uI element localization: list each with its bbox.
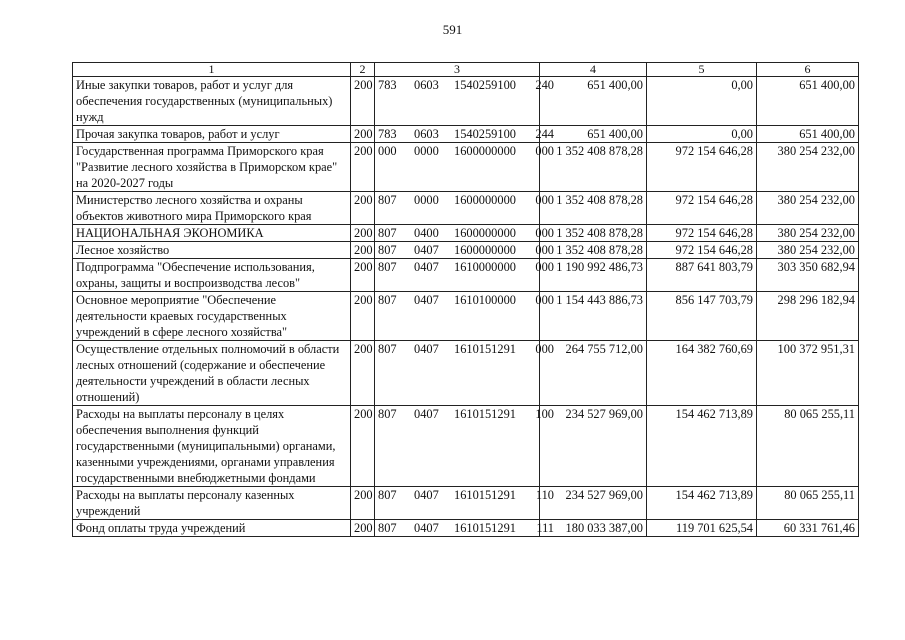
- row-code: [375, 143, 554, 192]
- row-name: НАЦИОНАЛЬНАЯ ЭКОНОМИКА: [73, 225, 351, 242]
- header-cell: 2: [351, 63, 375, 77]
- code-sub: 0407: [414, 342, 439, 356]
- row-name: Расходы на выплаты персоналу казенных учреждений: [73, 487, 351, 520]
- code-vr: 000: [535, 193, 554, 207]
- row-value-4: 651 400,00: [540, 77, 647, 126]
- code-csr: 1610100000: [454, 293, 516, 307]
- row-value-6: 651 400,00: [757, 77, 859, 126]
- header-cell: 3: [375, 63, 540, 77]
- row-value-6: 651 400,00: [757, 126, 859, 143]
- row-code: [375, 406, 554, 487]
- row-code: [375, 225, 554, 242]
- header-cell: 4: [540, 63, 647, 77]
- code-vr: 000: [535, 293, 554, 307]
- code-csr: 1600000000: [454, 144, 516, 158]
- row-name: Лесное хозяйство: [73, 242, 351, 259]
- code-csr: 1540259100: [454, 127, 516, 141]
- code-sub: 0400: [414, 226, 439, 240]
- row-value-4: 1 352 408 878,28: [540, 192, 647, 225]
- code-rec: 000: [378, 144, 397, 158]
- row-col2: 200: [351, 77, 375, 126]
- row-col2: 200: [351, 143, 375, 192]
- code-rec: 807: [378, 293, 397, 307]
- row-value-6: 303 350 682,94: [757, 259, 859, 292]
- header-row: [73, 63, 859, 77]
- row-col2: 200: [351, 520, 375, 537]
- row-value-5: 154 462 713,89: [647, 406, 757, 487]
- code-csr: 1610151291: [454, 488, 516, 502]
- row-value-4: 1 352 408 878,28: [540, 143, 647, 192]
- code-csr: 1610000000: [454, 260, 516, 274]
- code-rec: 807: [378, 407, 397, 421]
- row-value-6: 380 254 232,00: [757, 242, 859, 259]
- code-vr: 100: [535, 407, 554, 421]
- row-code: [375, 487, 554, 520]
- table-row: [73, 406, 859, 487]
- row-col2: 200: [351, 192, 375, 225]
- code-sub: 0407: [414, 293, 439, 307]
- code-rec: 783: [378, 78, 397, 92]
- row-value-6: 80 065 255,11: [757, 487, 859, 520]
- row-value-6: 100 372 951,31: [757, 341, 859, 406]
- code-rec: 807: [378, 243, 397, 257]
- code-rec: 807: [378, 193, 397, 207]
- row-code: [375, 77, 554, 126]
- table-row: [73, 520, 859, 537]
- code-csr: 1600000000: [454, 243, 516, 257]
- page-number: 591: [442, 22, 463, 37]
- header-cell: 1: [73, 63, 351, 77]
- code-sub: 0407: [414, 521, 439, 535]
- code-csr: 1610151291: [454, 342, 516, 356]
- row-col2: 200: [351, 242, 375, 259]
- row-value-6: 380 254 232,00: [757, 192, 859, 225]
- header-cell: 5: [647, 63, 757, 77]
- row-col2: 200: [351, 292, 375, 341]
- code-csr: 1600000000: [454, 226, 516, 240]
- row-name: Иные закупки товаров, работ и услуг для обеспечения государственных (муниципальных) нужд: [73, 77, 351, 126]
- code-vr: 240: [535, 78, 554, 92]
- row-value-4: 1 352 408 878,28: [540, 225, 647, 242]
- code-rec: 807: [378, 226, 397, 240]
- table-row: [73, 77, 859, 126]
- row-name: Основное мероприятие "Обеспечение деятельности краевых государственных учреждений в сфере лесного хозяйства": [73, 292, 351, 341]
- row-code: [375, 242, 554, 259]
- row-value-6: 60 331 761,46: [757, 520, 859, 537]
- row-value-6: 380 254 232,00: [757, 143, 859, 192]
- row-col2: 200: [351, 487, 375, 520]
- code-sub: 0407: [414, 488, 439, 502]
- row-col2: 200: [351, 259, 375, 292]
- code-csr: 1600000000: [454, 193, 516, 207]
- code-rec: 807: [378, 342, 397, 356]
- code-vr: 110: [535, 488, 554, 502]
- row-value-4: 264 755 712,00: [540, 341, 647, 406]
- row-col2: 200: [351, 341, 375, 406]
- row-code: [375, 292, 554, 341]
- row-value-5: 887 641 803,79: [647, 259, 757, 292]
- code-vr: 000: [535, 342, 554, 356]
- row-code: [375, 520, 554, 537]
- row-value-4: 651 400,00: [540, 126, 647, 143]
- row-code: [375, 259, 554, 292]
- code-rec: 783: [378, 127, 397, 141]
- code-vr: 244: [535, 127, 554, 141]
- row-value-4: 1 352 408 878,28: [540, 242, 647, 259]
- row-value-4: 180 033 387,00: [540, 520, 647, 537]
- row-value-5: 0,00: [647, 126, 757, 143]
- row-value-6: 298 296 182,94: [757, 292, 859, 341]
- row-value-4: 1 190 992 486,73: [540, 259, 647, 292]
- code-csr: 1540259100: [454, 78, 516, 92]
- row-name: Министерство лесного хозяйства и охраны объектов животного мира Приморского края: [73, 192, 351, 225]
- table-row: [73, 487, 859, 520]
- table-row: [73, 292, 859, 341]
- code-vr: 000: [535, 243, 554, 257]
- table-row: [73, 259, 859, 292]
- code-sub: 0603: [414, 78, 439, 92]
- row-value-5: 164 382 760,69: [647, 341, 757, 406]
- code-csr: 1610151291: [454, 521, 516, 535]
- row-code: [375, 341, 554, 406]
- code-rec: 807: [378, 260, 397, 274]
- row-value-5: 972 154 646,28: [647, 143, 757, 192]
- row-value-5: 154 462 713,89: [647, 487, 757, 520]
- row-name: Фонд оплаты труда учреждений: [73, 520, 351, 537]
- row-value-4: 234 527 969,00: [540, 406, 647, 487]
- table-row: [73, 143, 859, 192]
- row-value-5: 972 154 646,28: [647, 225, 757, 242]
- row-name: Расходы на выплаты персоналу в целях обеспечения выполнения функций государственными (муниципальными) органами, казенными учреждениями, органами управления государственными внебюджетными фондами: [73, 406, 351, 487]
- row-code: [375, 126, 554, 143]
- header-cell: 6: [757, 63, 859, 77]
- row-name: Осуществление отдельных полномочий в области лесных отношений (содержание и обеспечение деятельности учреждений в области лесных отношений): [73, 341, 351, 406]
- row-value-5: 972 154 646,28: [647, 242, 757, 259]
- code-vr: 000: [535, 144, 554, 158]
- table-row: [73, 225, 859, 242]
- row-col2: 200: [351, 126, 375, 143]
- code-vr: 000: [535, 260, 554, 274]
- table-row: [73, 192, 859, 225]
- row-value-6: 80 065 255,11: [757, 406, 859, 487]
- table-row: [73, 126, 859, 143]
- row-name: Прочая закупка товаров, работ и услуг: [73, 126, 351, 143]
- row-value-4: 234 527 969,00: [540, 487, 647, 520]
- code-rec: 807: [378, 521, 397, 535]
- code-vr: 111: [536, 521, 554, 535]
- row-col2: 200: [351, 406, 375, 487]
- code-vr: 000: [535, 226, 554, 240]
- row-value-5: 119 701 625,54: [647, 520, 757, 537]
- row-name: Подпрограмма "Обеспечение использования, охраны, защиты и воспроизводства лесов": [73, 259, 351, 292]
- row-name: Государственная программа Приморского края "Развитие лесного хозяйства в Приморском крае" на 2020-2027 годы: [73, 143, 351, 192]
- row-value-5: 972 154 646,28: [647, 192, 757, 225]
- code-sub: 0407: [414, 243, 439, 257]
- row-value-5: 0,00: [647, 77, 757, 126]
- row-value-5: 856 147 703,79: [647, 292, 757, 341]
- code-sub: 0407: [414, 260, 439, 274]
- code-csr: 1610151291: [454, 407, 516, 421]
- code-sub: 0000: [414, 193, 439, 207]
- code-sub: 0407: [414, 407, 439, 421]
- code-sub: 0000: [414, 144, 439, 158]
- row-value-6: 380 254 232,00: [757, 225, 859, 242]
- row-col2: 200: [351, 225, 375, 242]
- row-value-4: 1 154 443 886,73: [540, 292, 647, 341]
- code-rec: 807: [378, 488, 397, 502]
- table-row: [73, 341, 859, 406]
- code-sub: 0603: [414, 127, 439, 141]
- budget-table: [72, 62, 859, 537]
- row-code: [375, 192, 554, 225]
- table-row: [73, 242, 859, 259]
